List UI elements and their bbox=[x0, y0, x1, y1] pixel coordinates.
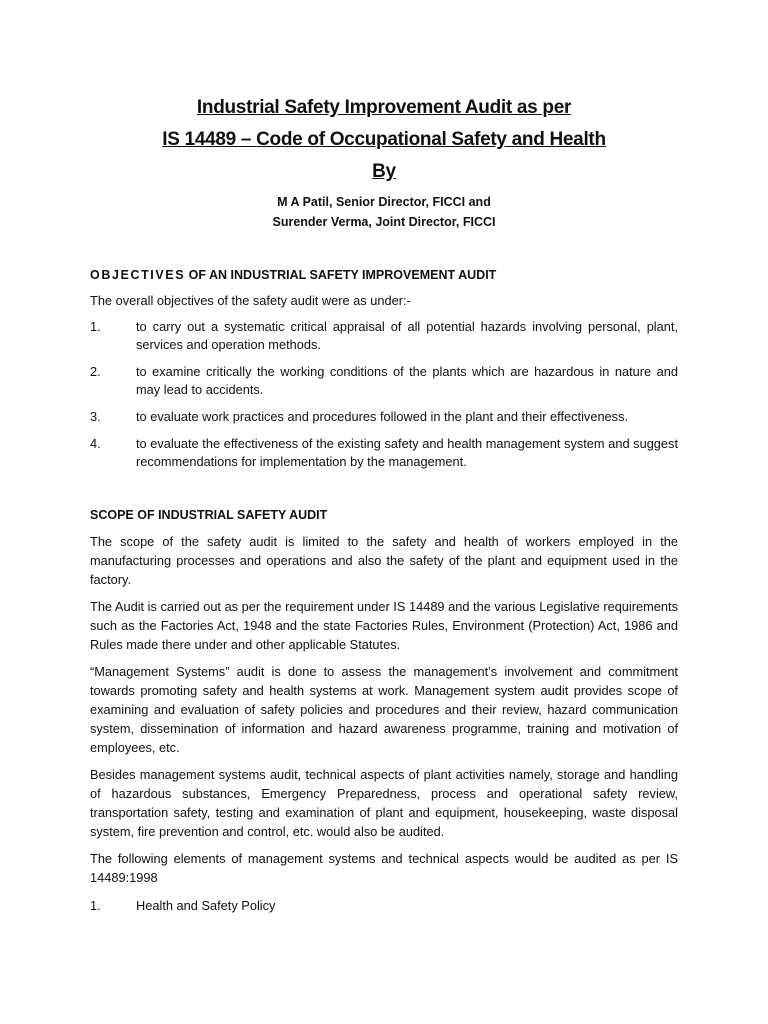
list-item bbox=[90, 435, 678, 471]
scope-heading: SCOPE OF INDUSTRIAL SAFETY AUDIT bbox=[90, 508, 328, 522]
list-item-text: to evaluate work practices and procedures followed in the plant and their effectiveness. bbox=[136, 409, 629, 424]
list-item-number: 3. bbox=[90, 409, 101, 424]
audit-elements-list bbox=[90, 897, 678, 915]
list-item-number: 2. bbox=[90, 364, 101, 379]
document-by-label: By bbox=[372, 161, 396, 182]
list-item-number: 4. bbox=[90, 436, 101, 451]
list-item-number: 1. bbox=[90, 898, 101, 913]
scope-paragraph-4: Besides management systems audit, technical aspects of plant activities namely, storage and handling of hazardous substances, Emergency Preparedness, process and operational safety review, transportation safety, testing and examination of plant and equipment, housekeeping, waste disposal system, fire prevention and control, etc. would also be audited. bbox=[90, 767, 678, 839]
objectives-list bbox=[90, 318, 678, 471]
list-item-text: Health and Safety Policy bbox=[136, 898, 276, 913]
scope-paragraph-1: The scope of the safety audit is limited to the safety and health of workers employed in the manufacturing processes and operations and also the safety of the plant and equipment used in the factory. bbox=[90, 534, 678, 587]
list-item-text: to examine critically the working conditions of the plants which are hazardous in nature and may lead to accidents. bbox=[136, 364, 678, 397]
objectives-heading bbox=[90, 266, 678, 284]
objectives-heading-rest: OF AN INDUSTRIAL SAFETY IMPROVEMENT AUDIT bbox=[185, 268, 497, 282]
objectives-heading-spaced: OBJECTIVES bbox=[90, 268, 186, 282]
document-title-line-2: IS 14489 – Code of Occupational Safety and Health bbox=[162, 129, 606, 150]
author-line-2: Surender Verma, Joint Director, FICCI bbox=[272, 215, 496, 229]
scope-paragraph-5: The following elements of management systems and technical aspects would be audited as per IS 14489:1998 bbox=[90, 851, 678, 885]
author-line-1: M A Patil, Senior Director, FICCI and bbox=[277, 195, 491, 209]
list-item-text: to carry out a systematic critical appraisal of all potential hazards involving personal, plant, services and operation methods. bbox=[136, 319, 678, 352]
list-item bbox=[90, 363, 678, 399]
scope-paragraph-3: “Management Systems” audit is done to assess the management’s involvement and commitment towards promoting safety and health systems at work. Management system audit provides scope of examining and evaluation of safety policies and procedures and their review, hazard communication system, dissemination of information and hazard awareness programme, training and motivation of employees, etc. bbox=[90, 664, 678, 755]
scope-paragraph-2: The Audit is carried out as per the requirement under IS 14489 and the various Legislative requirements such as the Factories Act, 1948 and the state Factories Rules, Environment (Protection) Act, 1986 and Rules made there under and other applicable Statutes. bbox=[90, 599, 678, 652]
list-item-text: to evaluate the effectiveness of the existing safety and health management system and suggest recommendations for implementation by the management. bbox=[136, 436, 678, 469]
list-item bbox=[90, 897, 678, 915]
authors-block bbox=[90, 192, 678, 232]
document-title-line-1: Industrial Safety Improvement Audit as per bbox=[196, 97, 572, 118]
list-item bbox=[90, 318, 678, 354]
list-item-number: 1. bbox=[90, 319, 101, 334]
list-item bbox=[90, 408, 678, 426]
objectives-intro: The overall objectives of the safety audit were as under:- bbox=[90, 293, 411, 308]
